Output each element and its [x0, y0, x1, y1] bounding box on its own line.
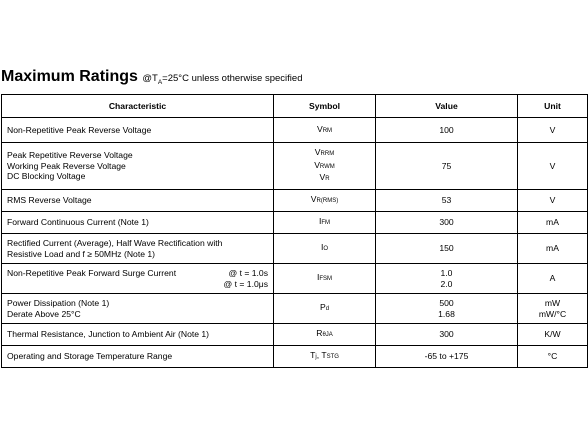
characteristic-cell: Thermal Resistance, Junction to Ambient Air (Note 1): [2, 324, 274, 346]
section-title: [1, 68, 302, 86]
symbol-cell: Pd: [274, 294, 376, 324]
header-symbol: Symbol: [274, 95, 376, 118]
title-condition: $@T_A=25^\circ C$ unless otherwise specified: [142, 73, 303, 86]
symbol-cell: Tj, TSTG: [274, 346, 376, 368]
value-cell: 300: [376, 212, 518, 234]
unit-cell: K/W: [518, 324, 588, 346]
unit-cell: °C: [518, 346, 588, 368]
symbol-cell: IFSM: [274, 264, 376, 294]
value-cell: 53: [376, 190, 518, 212]
table-row: [2, 118, 588, 143]
value-cell: 75: [376, 143, 518, 190]
characteristic-cell: Power Dissipation (Note 1) Derate Above 25°C: [2, 294, 274, 324]
value-cell: 500 1.68: [376, 294, 518, 324]
table-row: [2, 143, 588, 190]
header-unit: Unit: [518, 95, 588, 118]
table-row: [2, 212, 588, 234]
unit-cell: mA: [518, 212, 588, 234]
characteristic-cell: Forward Continuous Current (Note 1): [2, 212, 274, 234]
symbol-cell: RθJA: [274, 324, 376, 346]
value-cell: 100: [376, 118, 518, 143]
table-row: [2, 190, 588, 212]
unit-cell: A: [518, 264, 588, 294]
characteristic-cell: Non-Repetitive Peak Forward Surge Current @ t = 1.0s @ t = 1.0μs: [2, 264, 274, 294]
unit-cell: mW mW/°C: [518, 294, 588, 324]
value-cell: -65 to +175: [376, 346, 518, 368]
symbol-cell: VRM: [274, 118, 376, 143]
unit-cell: V: [518, 143, 588, 190]
table-row: [2, 264, 588, 294]
surge-conditions: @ t = 1.0s @ t = 1.0μs: [223, 268, 268, 289]
symbol-cell: VRRM VRWM VR: [274, 143, 376, 190]
unit-cell: mA: [518, 234, 588, 264]
table-row: [2, 294, 588, 324]
header-characteristic: Characteristic: [2, 95, 274, 118]
characteristic-cell: RMS Reverse Voltage: [2, 190, 274, 212]
characteristic-cell: Operating and Storage Temperature Range: [2, 346, 274, 368]
table-header-row: [2, 95, 588, 118]
unit-cell: V: [518, 190, 588, 212]
header-value: Value: [376, 95, 518, 118]
symbol-cell: IFM: [274, 212, 376, 234]
ratings-table: [1, 94, 588, 368]
characteristic-cell: Non-Repetitive Peak Reverse Voltage: [2, 118, 274, 143]
table-row: [2, 324, 588, 346]
value-cell: 150: [376, 234, 518, 264]
symbol-cell: IO: [274, 234, 376, 264]
value-cell: 1.0 2.0: [376, 264, 518, 294]
table-row: [2, 234, 588, 264]
title-text: Maximum Ratings: [1, 68, 138, 85]
characteristic-cell: Peak Repetitive Reverse Voltage Working Peak Reverse Voltage DC Blocking Voltage: [2, 143, 274, 190]
unit-cell: V: [518, 118, 588, 143]
symbol-cell: VR(RMS): [274, 190, 376, 212]
value-cell: 300: [376, 324, 518, 346]
characteristic-cell: Rectified Current (Average), Half Wave Rectification with Resistive Load and f ≥ 50MHz (Note 1): [2, 234, 274, 264]
table-row: [2, 346, 588, 368]
